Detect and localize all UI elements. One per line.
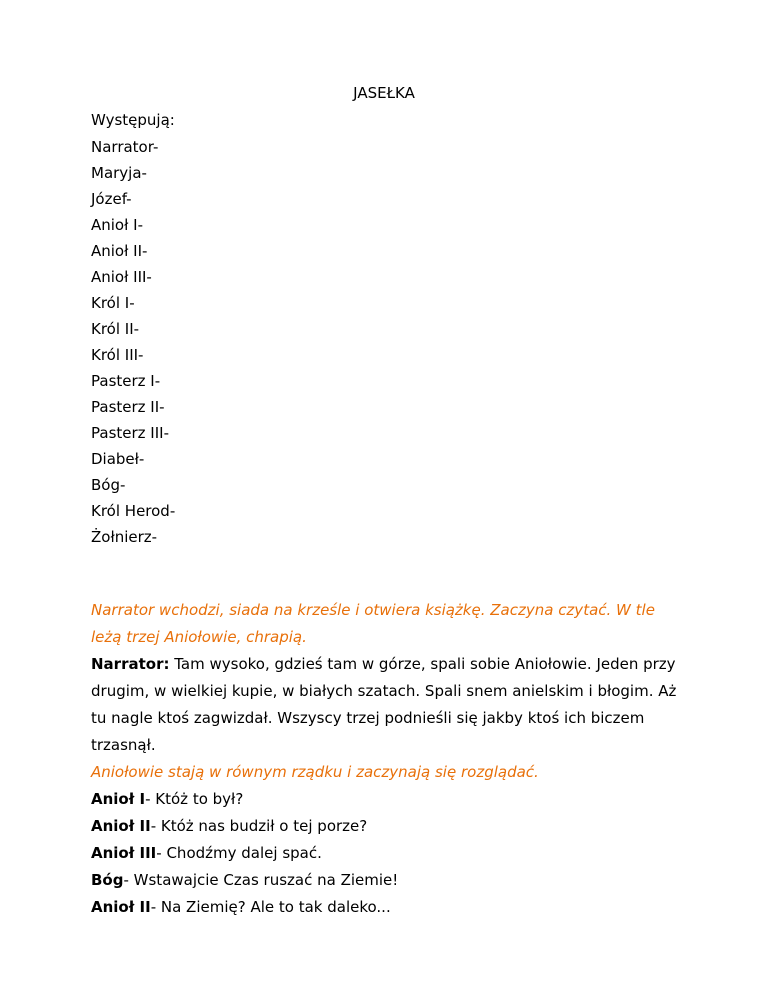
dialogue-line: [91, 894, 681, 921]
line-text: - Wstawajcie Czas ruszać na Ziemie!: [123, 871, 399, 889]
cast-list: [91, 137, 175, 553]
cast-item-narrator: Narrator-: [91, 138, 159, 156]
cast-item-pasterz-3: Pasterz III-: [91, 424, 169, 442]
speaker-name: Anioł I: [91, 790, 146, 808]
dialogue-line: [91, 813, 681, 840]
cast-item-bog: Bóg-: [91, 476, 126, 494]
speaker-name: Anioł II: [91, 817, 151, 835]
line-text: - Któż to był?: [145, 790, 244, 808]
cast-item-aniol-3: Anioł III-: [91, 268, 152, 286]
speaker-name: Anioł III: [91, 844, 157, 862]
stage-direction: Narrator wchodzi, siada na krześle i otwiera książkę. Zaczyna czytać. W tle leżą trzej Aniołowie, chrapią.: [91, 601, 655, 646]
cast-item-jozef: Józef-: [91, 190, 132, 208]
line-text: - Któż nas budził o tej porze?: [150, 817, 368, 835]
cast-item-krol-2: Król II-: [91, 320, 140, 338]
cast-item-diabel: Diabeł-: [91, 450, 145, 468]
stage-direction: Aniołowie stają w równym rządku i zaczynają się rozglądać.: [91, 763, 539, 781]
document-title: JASEŁKA: [353, 84, 415, 102]
line-text: - Na Ziemię? Ale to tak daleko...: [150, 898, 391, 916]
cast-item-zolnierz: Żołnierz-: [91, 528, 158, 546]
dialogue-line: [91, 651, 681, 759]
cast-item-krol-herod: Król Herod-: [91, 502, 176, 520]
speaker-name: Bóg: [91, 871, 124, 889]
line-text: Tam wysoko, gdzieś tam w górze, spali sobie Aniołowie. Jeden przy drugim, w wielkiej kupie, w białych szatach. Spali snem anielskim i błogim. Aż tu nagle ktoś zagwizdał. Wszyscy trzej podnieśli się jakby ktoś ich biczem trzasnął.: [91, 655, 677, 754]
cast-item-aniol-2: Anioł II-: [91, 242, 148, 260]
script-body: [91, 597, 681, 921]
line-text: - Chodźmy dalej spać.: [156, 844, 322, 862]
cast-item-krol-1: Król I-: [91, 294, 135, 312]
cast-item-maryja: Maryja-: [91, 164, 147, 182]
cast-item-aniol-1: Anioł I-: [91, 216, 143, 234]
dialogue-line: [91, 786, 681, 813]
cast-item-pasterz-1: Pasterz I-: [91, 372, 161, 390]
speaker-name: Anioł II: [91, 898, 151, 916]
dialogue-line: [91, 867, 681, 894]
speaker-name: Narrator:: [91, 655, 170, 673]
cast-item-krol-3: Król III-: [91, 346, 144, 364]
dialogue-line: [91, 840, 681, 867]
cast-heading: Występują:: [91, 111, 175, 129]
cast-item-pasterz-2: Pasterz II-: [91, 398, 165, 416]
